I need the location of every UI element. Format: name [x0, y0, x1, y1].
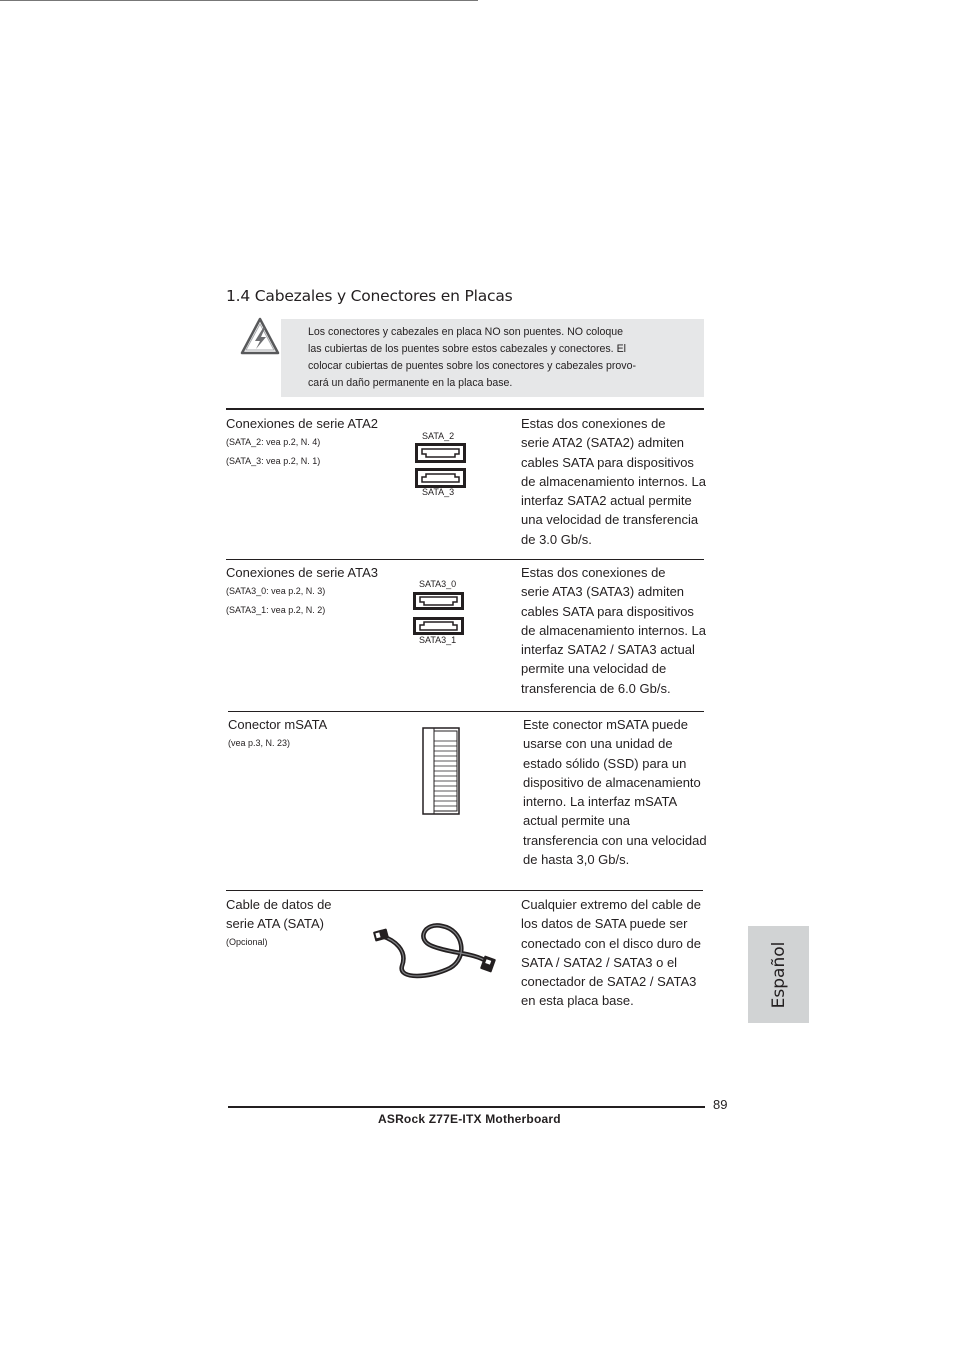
page-number: 89	[713, 1097, 728, 1112]
desc-line: Cualquier extremo del cable de	[521, 897, 701, 912]
sata3-connector-diagram	[413, 592, 465, 641]
section-title: 1.4 Cabezales y Conectores en Placas	[226, 287, 513, 305]
desc-line: de almacenamiento internos. La	[521, 622, 707, 638]
section-divider	[226, 408, 704, 410]
desc-line: cables SATA para dispositivos	[521, 603, 694, 619]
desc-line: conectado con el disco duro de	[521, 935, 701, 951]
desc-line: serie ATA2 (SATA2) admiten	[521, 435, 685, 451]
desc-line: los datos de SATA puede ser	[521, 916, 688, 932]
block-title: Conector mSATA	[228, 717, 328, 732]
desc-line: Este conector mSATA puede	[523, 717, 688, 732]
block-cable-info	[226, 895, 332, 952]
header-rule	[0, 0, 478, 1]
block-ref: (SATA_2: vea p.2, N. 4)	[226, 437, 321, 447]
desc-line: Estas dos conexiones de	[521, 416, 666, 431]
desc-line: interfaz SATA2 actual permite	[521, 493, 692, 509]
block-sata2-info	[226, 414, 378, 471]
msata-connector-diagram	[422, 727, 460, 820]
desc-line: interfaz SATA2 / SATA3 actual	[521, 642, 695, 658]
section-divider	[226, 890, 703, 891]
warning-text	[308, 324, 660, 392]
block-ref: (SATA_3: vea p.2, N. 1)	[226, 456, 321, 466]
section-divider	[228, 711, 704, 712]
connector-label: SATA3_0	[419, 579, 457, 589]
connector-label: SATA_3	[422, 487, 455, 497]
warning-line: colocar cubiertas de puentes sobre los conectores y cabezales provo-	[308, 360, 636, 372]
block-description	[521, 895, 701, 1011]
desc-line: transferencia con una velocidad	[523, 832, 707, 848]
desc-line: Estas dos conexiones de	[521, 565, 666, 580]
desc-line: de 3.0 Gb/s.	[521, 531, 592, 547]
block-sata3-info	[226, 563, 378, 620]
block-description	[523, 715, 707, 869]
desc-line: SATA / SATA2 / SATA3 o el	[521, 954, 678, 970]
block-ref: (Opcional)	[226, 937, 268, 947]
desc-line: dispositivo de almacenamiento	[523, 774, 701, 790]
block-title: serie ATA (SATA)	[226, 916, 325, 931]
desc-line: cables SATA para dispositivos	[521, 454, 694, 470]
desc-line: actual permite una	[523, 813, 630, 829]
desc-line: una velocidad de transferencia	[521, 512, 699, 528]
language-tab-label: Español	[768, 941, 789, 1008]
warning-icon	[238, 316, 284, 358]
sata-cable-illustration	[372, 916, 500, 987]
block-title: Conexiones de serie ATA3	[226, 565, 378, 580]
footer-product-name: ASRock Z77E-ITX Motherboard	[378, 1112, 561, 1126]
desc-line: transferencia de 6.0 Gb/s.	[521, 680, 671, 696]
block-title: Cable de datos de	[226, 897, 332, 912]
connector-label: SATA_2	[422, 431, 455, 441]
block-ref: (SATA3_0: vea p.2, N. 3)	[226, 586, 326, 596]
desc-line: serie ATA3 (SATA3) admiten	[521, 584, 685, 600]
warning-line: cará un daño permanente en la placa base.	[308, 377, 513, 389]
block-msata-info	[228, 715, 327, 753]
footer-rule	[228, 1106, 705, 1108]
block-ref: (vea p.3, N. 23)	[228, 738, 291, 748]
section-divider	[226, 559, 704, 560]
warning-line: Los conectores y cabezales en placa NO son puentes. NO coloque	[308, 326, 624, 338]
desc-line: conectador de SATA2 / SATA3	[521, 974, 697, 990]
desc-line: estado sólido (SSD) para un	[523, 755, 687, 771]
desc-line: en esta placa base.	[521, 993, 634, 1009]
block-title: Conexiones de serie ATA2	[226, 416, 378, 431]
desc-line: de almacenamiento internos. La	[521, 473, 707, 489]
warning-line: las cubiertas de los puentes sobre estos cabezales y conectores. El	[308, 343, 626, 355]
connector-label: SATA3_1	[419, 635, 457, 645]
block-description	[521, 414, 706, 549]
desc-line: interno. La interfaz mSATA	[523, 794, 678, 810]
language-tab	[748, 926, 809, 1023]
desc-line: de hasta 3,0 Gb/s.	[523, 852, 630, 868]
desc-line: permite una velocidad de	[521, 661, 667, 677]
block-description	[521, 563, 706, 698]
desc-line: usarse con una unidad de	[523, 736, 673, 752]
block-ref: (SATA3_1: vea p.2, N. 2)	[226, 605, 326, 615]
